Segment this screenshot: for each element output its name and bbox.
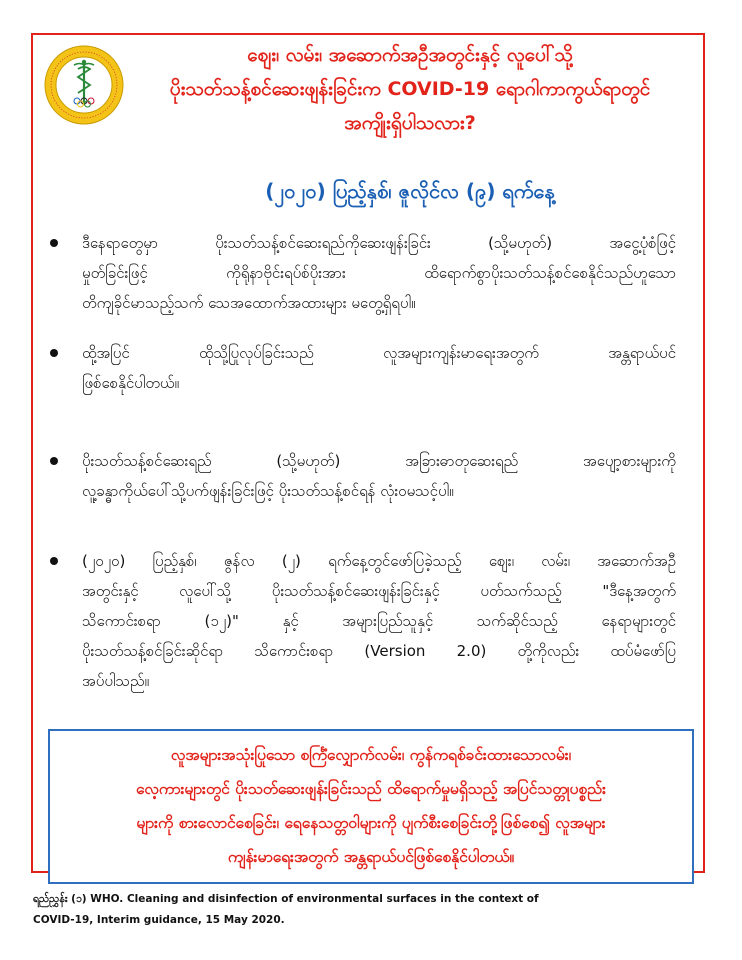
bullet-item	[36, 446, 676, 506]
bullet-item	[36, 338, 676, 398]
ministry-logo	[44, 45, 124, 125]
title-line: အကျိုးရှိပါသလား?	[344, 112, 476, 134]
bullet-line: (၂၀၂၀) ပြည့်နှစ်၊ ဇွန်လ (၂) ရက်နေ့တွင်ဖော်ပြခဲ့သည့် စျေး၊ လမ်း၊ အဆောက်အဦ	[82, 552, 676, 570]
warning-line: လေ့ကားများတွင် ပိုးသတ်ဆေးဖျန်းခြင်းသည် ထိရောက်မှုမရှိသည့် အပြင်သတ္တုပစ္စည်း	[135, 780, 607, 798]
warning-box	[48, 729, 694, 884]
bullet-line: တိကျခိုင်မာသည့်သက် သေအထောက်အထားများ မတွေ့ရှိရပါ။	[82, 294, 416, 312]
warning-line: ကျန်းမာရေးအတွက် အန္တရာယ်ပင်ဖြစ်စေနိုင်ပါတယ်။	[227, 848, 515, 866]
date-line: (၂၀၂၀) ပြည့်နှစ်၊ ဇူလိုင်လ (၉) ရက်နေ့	[265, 179, 555, 203]
bullet-item	[36, 546, 676, 696]
warning-line: လူအများအသုံးပြုသော စင်္ကြံလျှောက်လမ်း၊ ကွန်ကရစ်ခင်းထားသောလမ်း၊	[170, 746, 572, 764]
reference-note	[33, 889, 593, 931]
bullet-dot-icon	[50, 457, 58, 465]
bullet-line: အတွင်းနှင့် လူပေါ်သို့ ပိုးသတ်သန့်စင်ဆေးဖျန်းခြင်းနှင့် ပတ်သက်သည့် "ဒီနေ့အတွက်	[82, 582, 676, 600]
page-title	[140, 38, 680, 140]
bullet-line: ပိုးသတ်သန့်စင်ဆေးရည် (သို့မဟုတ်) အခြားဓာတုဆေးရည် အပျော့စားများကို	[82, 452, 676, 470]
bullet-line: ထို့အပြင် ထိုသို့ပြုလုပ်ခြင်းသည် လူအများကျန်းမာရေးအတွက် အန္တရာယ်ပင်	[82, 344, 676, 362]
ministry-seal-icon	[44, 45, 124, 125]
bullet-dot-icon	[50, 239, 58, 247]
bullet-line: မှုတ်ခြင်းဖြင့် ကိုရိုနာဗိုင်းရပ်စ်ပိုးအား ထိရောက်စွာပိုးသတ်သန့်စင်စေနိုင်သည်ဟူသော	[82, 264, 676, 282]
bullet-line: ပိုးသတ်သန့်စင်ခြင်းဆိုင်ရာ သိကောင်းစရာ (Version 2.0) တို့ကိုလည်း ထပ်မံဖော်ပြ	[82, 642, 676, 660]
bullet-item	[36, 228, 676, 318]
title-line: စျေး၊ လမ်း၊ အဆောက်အဦအတွင်းနှင့် လူပေါ်သို့	[247, 44, 573, 66]
bullet-line: သိကောင်းစရာ (၁၂)" နှင့် အများပြည်သူနှင့် သက်ဆိုင်သည့် နေရာများတွင်	[82, 612, 676, 630]
bullet-line: အပ်ပါသည်။	[82, 672, 150, 690]
reference-line: ရည်ညွှန်း (၁) WHO. Cleaning and disinfection of environmental surfaces in the context of	[33, 893, 539, 905]
bullet-line: လူ့ခန္ဓာကိုယ်ပေါ်သို့ပက်ဖျန်းခြင်းဖြင့် ပိုးသတ်သန့်စင်ရန် လုံးဝမသင့်ပါ။	[82, 482, 454, 500]
bullet-dot-icon	[50, 557, 58, 565]
bullet-dot-icon	[50, 349, 58, 357]
title-line: ပိုးသတ်သန့်စင်ဆေးဖျန်းခြင်းက COVID-19 ရောဂါကာကွယ်ရာတွင်	[169, 78, 651, 100]
reference-line: COVID-19, Interim guidance, 15 May 2020.	[33, 914, 285, 926]
bullet-line: ဖြစ်စေနိုင်ပါတယ်။	[82, 374, 180, 392]
warning-line: များကို စားလောင်စေခြင်း၊ ရေနေသတ္တဝါများကို ပျက်စီးစေခြင်းတို့ဖြစ်စေ၍ လူအများ	[136, 814, 606, 832]
bullet-line: ဒီနေရာတွေမှာ ပိုးသတ်သန့်စင်ဆေးရည်ကိုဆေးဖျန်းခြင်း (သို့မဟုတ်) အငွေ့ပုံစံဖြင့်	[82, 234, 676, 252]
